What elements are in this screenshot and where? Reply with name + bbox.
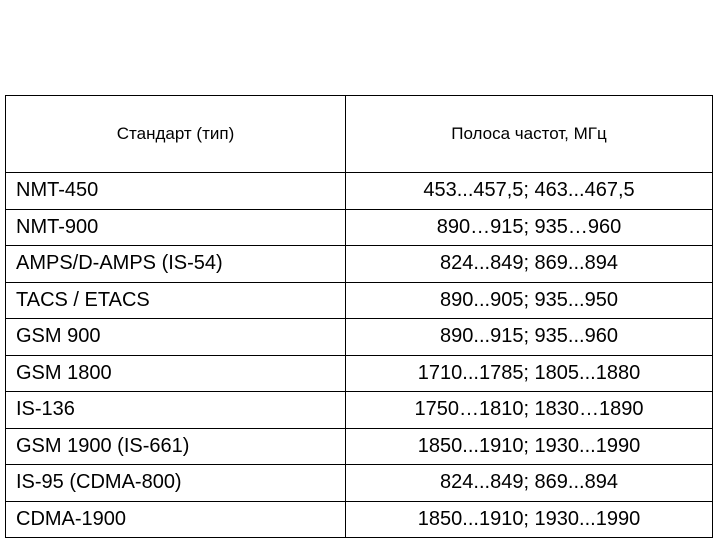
cell-standard: IS-95 (CDMA-800) (6, 465, 346, 502)
cell-standard: CDMA-1900 (6, 501, 346, 538)
cell-standard: AMPS/D-AMPS (IS-54) (6, 246, 346, 283)
cell-standard: GSM 1900 (IS-661) (6, 428, 346, 465)
cell-standard: IS-136 (6, 392, 346, 429)
cell-band: 824...849; 869...894 (346, 246, 713, 283)
cell-standard: GSM 1800 (6, 355, 346, 392)
frequency-standards-table (5, 95, 713, 538)
table-row (6, 392, 713, 429)
cell-standard: NMT-900 (6, 209, 346, 246)
cell-band: 890...905; 935...950 (346, 282, 713, 319)
table-header-row (6, 96, 713, 173)
table-row (6, 282, 713, 319)
table-row (6, 355, 713, 392)
header-standard: Стандарт (тип) (6, 96, 346, 173)
table-row (6, 465, 713, 502)
table-row (6, 501, 713, 538)
cell-band: 824...849; 869...894 (346, 465, 713, 502)
header-frequency-band: Полоса частот, МГц (346, 96, 713, 173)
table-row (6, 209, 713, 246)
cell-band: 890...915; 935...960 (346, 319, 713, 356)
cell-band: 1850...1910; 1930...1990 (346, 428, 713, 465)
standards-table-container (5, 95, 712, 538)
table-row (6, 246, 713, 283)
cell-standard: TACS / ETACS (6, 282, 346, 319)
cell-band: 1710...1785; 1805...1880 (346, 355, 713, 392)
cell-band: 1850...1910; 1930...1990 (346, 501, 713, 538)
table-row (6, 173, 713, 210)
table-row (6, 428, 713, 465)
cell-band: 453...457,5; 463...467,5 (346, 173, 713, 210)
cell-standard: NMT-450 (6, 173, 346, 210)
cell-band: 890…915; 935…960 (346, 209, 713, 246)
table-row (6, 319, 713, 356)
cell-band: 1750…1810; 1830…1890 (346, 392, 713, 429)
cell-standard: GSM 900 (6, 319, 346, 356)
